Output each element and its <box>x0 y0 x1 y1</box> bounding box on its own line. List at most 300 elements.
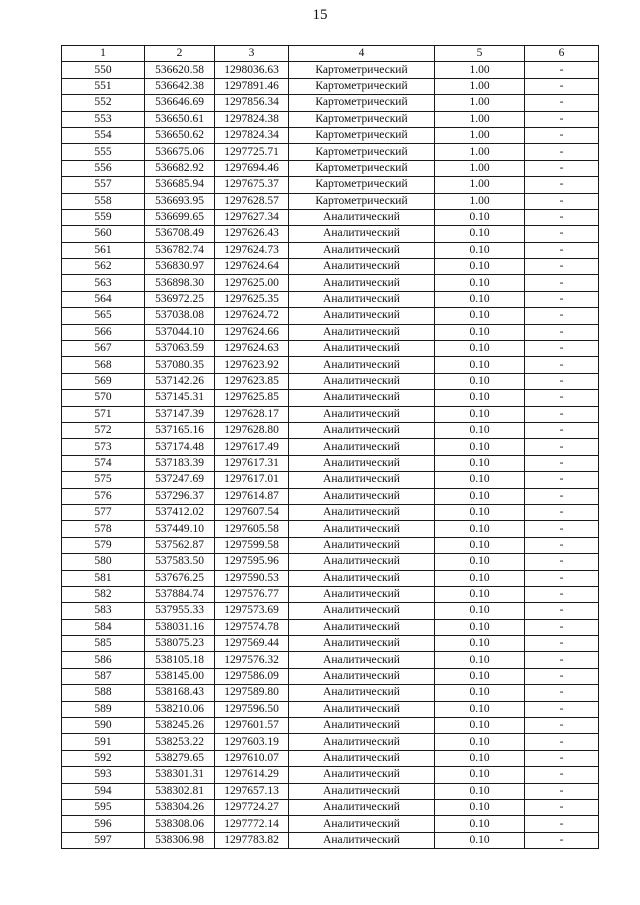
x-coordinate-cell: 537183.39 <box>145 455 215 471</box>
note-cell: - <box>525 390 599 406</box>
point-number-cell: 554 <box>62 127 145 143</box>
x-coordinate-cell: 537676.25 <box>145 570 215 586</box>
accuracy-cell: 0.10 <box>435 341 525 357</box>
x-coordinate-cell: 537063.59 <box>145 341 215 357</box>
note-cell: - <box>525 78 599 94</box>
note-cell: - <box>525 111 599 127</box>
table-row <box>62 472 599 488</box>
accuracy-cell: 0.10 <box>435 586 525 602</box>
point-number-cell: 583 <box>62 603 145 619</box>
point-number-cell: 577 <box>62 504 145 520</box>
table-row <box>62 111 599 127</box>
accuracy-cell: 1.00 <box>435 127 525 143</box>
point-number-cell: 582 <box>62 586 145 602</box>
note-cell: - <box>525 750 599 766</box>
y-coordinate-cell: 1297824.34 <box>215 127 289 143</box>
accuracy-cell: 0.10 <box>435 685 525 701</box>
point-number-cell: 573 <box>62 439 145 455</box>
point-number-cell: 593 <box>62 767 145 783</box>
accuracy-cell: 0.10 <box>435 242 525 258</box>
accuracy-cell: 0.10 <box>435 226 525 242</box>
note-cell: - <box>525 341 599 357</box>
method-cell: Аналитический <box>289 718 435 734</box>
method-cell: Картометрический <box>289 160 435 176</box>
method-cell: Картометрический <box>289 95 435 111</box>
point-number-cell: 579 <box>62 537 145 553</box>
accuracy-cell: 1.00 <box>435 177 525 193</box>
note-cell: - <box>525 685 599 701</box>
point-number-cell: 584 <box>62 619 145 635</box>
accuracy-cell: 0.10 <box>435 504 525 520</box>
method-cell: Аналитический <box>289 291 435 307</box>
point-number-cell: 592 <box>62 750 145 766</box>
accuracy-cell: 0.10 <box>435 636 525 652</box>
table-row <box>62 816 599 832</box>
note-cell: - <box>525 242 599 258</box>
table-row <box>62 586 599 602</box>
y-coordinate-cell: 1297628.80 <box>215 422 289 438</box>
y-coordinate-cell: 1297617.01 <box>215 472 289 488</box>
accuracy-cell: 0.10 <box>435 291 525 307</box>
y-coordinate-cell: 1297626.43 <box>215 226 289 242</box>
x-coordinate-cell: 538302.81 <box>145 783 215 799</box>
table-row <box>62 275 599 291</box>
note-cell: - <box>525 226 599 242</box>
accuracy-cell: 0.10 <box>435 603 525 619</box>
method-cell: Аналитический <box>289 783 435 799</box>
accuracy-cell: 1.00 <box>435 78 525 94</box>
x-coordinate-cell: 537955.33 <box>145 603 215 619</box>
y-coordinate-cell: 1297605.58 <box>215 521 289 537</box>
point-number-cell: 553 <box>62 111 145 127</box>
y-coordinate-cell: 1297625.00 <box>215 275 289 291</box>
method-cell: Аналитический <box>289 308 435 324</box>
y-coordinate-cell: 1297614.87 <box>215 488 289 504</box>
accuracy-cell: 1.00 <box>435 160 525 176</box>
page-number: 15 <box>312 7 328 23</box>
table-row <box>62 734 599 750</box>
accuracy-cell: 1.00 <box>435 193 525 209</box>
method-cell: Аналитический <box>289 439 435 455</box>
x-coordinate-cell: 538308.06 <box>145 816 215 832</box>
method-cell: Аналитический <box>289 242 435 258</box>
x-coordinate-cell: 538168.43 <box>145 685 215 701</box>
point-number-cell: 568 <box>62 357 145 373</box>
y-coordinate-cell: 1297574.78 <box>215 619 289 635</box>
accuracy-cell: 0.10 <box>435 799 525 815</box>
accuracy-cell: 0.10 <box>435 209 525 225</box>
table-row <box>62 95 599 111</box>
table-row <box>62 341 599 357</box>
point-number-cell: 571 <box>62 406 145 422</box>
accuracy-cell: 0.10 <box>435 324 525 340</box>
note-cell: - <box>525 619 599 635</box>
method-cell: Аналитический <box>289 390 435 406</box>
note-cell: - <box>525 652 599 668</box>
y-coordinate-cell: 1297601.57 <box>215 718 289 734</box>
table-row <box>62 668 599 684</box>
x-coordinate-cell: 537165.16 <box>145 422 215 438</box>
accuracy-cell: 0.10 <box>435 652 525 668</box>
accuracy-cell: 0.10 <box>435 422 525 438</box>
table-row <box>62 537 599 553</box>
x-coordinate-cell: 536642.38 <box>145 78 215 94</box>
y-coordinate-cell: 1297624.64 <box>215 259 289 275</box>
table-row <box>62 78 599 94</box>
y-coordinate-cell: 1297724.27 <box>215 799 289 815</box>
accuracy-cell: 0.10 <box>435 734 525 750</box>
method-cell: Аналитический <box>289 554 435 570</box>
note-cell: - <box>525 668 599 684</box>
method-cell: Аналитический <box>289 373 435 389</box>
column-header: 6 <box>525 46 599 62</box>
point-number-cell: 580 <box>62 554 145 570</box>
note-cell: - <box>525 291 599 307</box>
note-cell: - <box>525 308 599 324</box>
method-cell: Аналитический <box>289 734 435 750</box>
point-number-cell: 563 <box>62 275 145 291</box>
coordinates-table <box>61 45 599 849</box>
note-cell: - <box>525 144 599 160</box>
header-row <box>62 46 599 62</box>
point-number-cell: 587 <box>62 668 145 684</box>
note-cell: - <box>525 127 599 143</box>
accuracy-cell: 0.10 <box>435 750 525 766</box>
table-row <box>62 160 599 176</box>
y-coordinate-cell: 1297610.07 <box>215 750 289 766</box>
table-row <box>62 242 599 258</box>
table-row <box>62 144 599 160</box>
method-cell: Картометрический <box>289 62 435 78</box>
table-row <box>62 701 599 717</box>
x-coordinate-cell: 538245.26 <box>145 718 215 734</box>
note-cell: - <box>525 160 599 176</box>
y-coordinate-cell: 1297623.85 <box>215 373 289 389</box>
method-cell: Аналитический <box>289 226 435 242</box>
method-cell: Аналитический <box>289 324 435 340</box>
x-coordinate-cell: 536693.95 <box>145 193 215 209</box>
accuracy-cell: 0.10 <box>435 832 525 848</box>
table-row <box>62 652 599 668</box>
point-number-cell: 594 <box>62 783 145 799</box>
point-number-cell: 551 <box>62 78 145 94</box>
method-cell: Картометрический <box>289 111 435 127</box>
point-number-cell: 561 <box>62 242 145 258</box>
x-coordinate-cell: 538031.16 <box>145 619 215 635</box>
method-cell: Аналитический <box>289 488 435 504</box>
x-coordinate-cell: 536650.62 <box>145 127 215 143</box>
x-coordinate-cell: 536675.06 <box>145 144 215 160</box>
note-cell: - <box>525 537 599 553</box>
y-coordinate-cell: 1297824.38 <box>215 111 289 127</box>
table-row <box>62 554 599 570</box>
table-row <box>62 504 599 520</box>
note-cell: - <box>525 799 599 815</box>
column-header: 1 <box>62 46 145 62</box>
method-cell: Аналитический <box>289 504 435 520</box>
accuracy-cell: 0.10 <box>435 570 525 586</box>
x-coordinate-cell: 537147.39 <box>145 406 215 422</box>
y-coordinate-cell: 1297628.57 <box>215 193 289 209</box>
accuracy-cell: 0.10 <box>435 373 525 389</box>
y-coordinate-cell: 1297627.34 <box>215 209 289 225</box>
table-row <box>62 718 599 734</box>
table-row <box>62 209 599 225</box>
note-cell: - <box>525 586 599 602</box>
table-row <box>62 832 599 848</box>
note-cell: - <box>525 422 599 438</box>
point-number-cell: 574 <box>62 455 145 471</box>
point-number-cell: 588 <box>62 685 145 701</box>
y-coordinate-cell: 1297675.37 <box>215 177 289 193</box>
point-number-cell: 562 <box>62 259 145 275</box>
point-number-cell: 590 <box>62 718 145 734</box>
note-cell: - <box>525 357 599 373</box>
method-cell: Аналитический <box>289 275 435 291</box>
method-cell: Картометрический <box>289 144 435 160</box>
y-coordinate-cell: 1297590.53 <box>215 570 289 586</box>
table-row <box>62 259 599 275</box>
method-cell: Аналитический <box>289 799 435 815</box>
note-cell: - <box>525 570 599 586</box>
note-cell: - <box>525 455 599 471</box>
method-cell: Аналитический <box>289 455 435 471</box>
method-cell: Аналитический <box>289 341 435 357</box>
table-row <box>62 603 599 619</box>
x-coordinate-cell: 537142.26 <box>145 373 215 389</box>
method-cell: Аналитический <box>289 619 435 635</box>
x-coordinate-cell: 536830.97 <box>145 259 215 275</box>
x-coordinate-cell: 536972.25 <box>145 291 215 307</box>
accuracy-cell: 0.10 <box>435 439 525 455</box>
y-coordinate-cell: 1298036.63 <box>215 62 289 78</box>
accuracy-cell: 0.10 <box>435 668 525 684</box>
y-coordinate-cell: 1297573.69 <box>215 603 289 619</box>
accuracy-cell: 0.10 <box>435 816 525 832</box>
x-coordinate-cell: 536650.61 <box>145 111 215 127</box>
point-number-cell: 552 <box>62 95 145 111</box>
note-cell: - <box>525 816 599 832</box>
note-cell: - <box>525 718 599 734</box>
method-cell: Аналитический <box>289 521 435 537</box>
accuracy-cell: 0.10 <box>435 537 525 553</box>
table-row <box>62 767 599 783</box>
accuracy-cell: 1.00 <box>435 111 525 127</box>
note-cell: - <box>525 521 599 537</box>
method-cell: Аналитический <box>289 668 435 684</box>
method-cell: Аналитический <box>289 652 435 668</box>
y-coordinate-cell: 1297625.85 <box>215 390 289 406</box>
point-number-cell: 550 <box>62 62 145 78</box>
x-coordinate-cell: 536699.65 <box>145 209 215 225</box>
method-cell: Аналитический <box>289 832 435 848</box>
table-row <box>62 783 599 799</box>
x-coordinate-cell: 536646.69 <box>145 95 215 111</box>
y-coordinate-cell: 1297657.13 <box>215 783 289 799</box>
y-coordinate-cell: 1297624.73 <box>215 242 289 258</box>
table-row <box>62 521 599 537</box>
accuracy-cell: 0.10 <box>435 554 525 570</box>
x-coordinate-cell: 537412.02 <box>145 504 215 520</box>
x-coordinate-cell: 537038.08 <box>145 308 215 324</box>
table-row <box>62 685 599 701</box>
y-coordinate-cell: 1297772.14 <box>215 816 289 832</box>
x-coordinate-cell: 538306.98 <box>145 832 215 848</box>
accuracy-cell: 0.10 <box>435 406 525 422</box>
y-coordinate-cell: 1297595.96 <box>215 554 289 570</box>
method-cell: Аналитический <box>289 636 435 652</box>
note-cell: - <box>525 767 599 783</box>
accuracy-cell: 0.10 <box>435 472 525 488</box>
note-cell: - <box>525 734 599 750</box>
point-number-cell: 597 <box>62 832 145 848</box>
note-cell: - <box>525 603 599 619</box>
point-number-cell: 575 <box>62 472 145 488</box>
x-coordinate-cell: 536685.94 <box>145 177 215 193</box>
x-coordinate-cell: 536620.58 <box>145 62 215 78</box>
method-cell: Аналитический <box>289 816 435 832</box>
table-row <box>62 799 599 815</box>
y-coordinate-cell: 1297694.46 <box>215 160 289 176</box>
y-coordinate-cell: 1297891.46 <box>215 78 289 94</box>
note-cell: - <box>525 62 599 78</box>
method-cell: Аналитический <box>289 603 435 619</box>
x-coordinate-cell: 537583.50 <box>145 554 215 570</box>
y-coordinate-cell: 1297725.71 <box>215 144 289 160</box>
point-number-cell: 589 <box>62 701 145 717</box>
note-cell: - <box>525 324 599 340</box>
note-cell: - <box>525 488 599 504</box>
table-row <box>62 324 599 340</box>
table-row <box>62 422 599 438</box>
accuracy-cell: 0.10 <box>435 455 525 471</box>
accuracy-cell: 1.00 <box>435 95 525 111</box>
method-cell: Аналитический <box>289 406 435 422</box>
table-row <box>62 406 599 422</box>
point-number-cell: 586 <box>62 652 145 668</box>
table-row <box>62 439 599 455</box>
point-number-cell: 570 <box>62 390 145 406</box>
x-coordinate-cell: 537080.35 <box>145 357 215 373</box>
table-row <box>62 62 599 78</box>
x-coordinate-cell: 537145.31 <box>145 390 215 406</box>
y-coordinate-cell: 1297856.34 <box>215 95 289 111</box>
method-cell: Аналитический <box>289 586 435 602</box>
y-coordinate-cell: 1297576.77 <box>215 586 289 602</box>
table-row <box>62 636 599 652</box>
y-coordinate-cell: 1297589.80 <box>215 685 289 701</box>
note-cell: - <box>525 177 599 193</box>
note-cell: - <box>525 193 599 209</box>
accuracy-cell: 0.10 <box>435 357 525 373</box>
note-cell: - <box>525 373 599 389</box>
y-coordinate-cell: 1297607.54 <box>215 504 289 520</box>
point-number-cell: 557 <box>62 177 145 193</box>
x-coordinate-cell: 538145.00 <box>145 668 215 684</box>
point-number-cell: 595 <box>62 799 145 815</box>
x-coordinate-cell: 538105.18 <box>145 652 215 668</box>
note-cell: - <box>525 701 599 717</box>
note-cell: - <box>525 259 599 275</box>
y-coordinate-cell: 1297624.66 <box>215 324 289 340</box>
y-coordinate-cell: 1297603.19 <box>215 734 289 750</box>
y-coordinate-cell: 1297614.29 <box>215 767 289 783</box>
note-cell: - <box>525 636 599 652</box>
x-coordinate-cell: 536782.74 <box>145 242 215 258</box>
y-coordinate-cell: 1297586.09 <box>215 668 289 684</box>
x-coordinate-cell: 538075.23 <box>145 636 215 652</box>
table-row <box>62 357 599 373</box>
method-cell: Аналитический <box>289 472 435 488</box>
note-cell: - <box>525 504 599 520</box>
note-cell: - <box>525 783 599 799</box>
accuracy-cell: 0.10 <box>435 783 525 799</box>
y-coordinate-cell: 1297569.44 <box>215 636 289 652</box>
method-cell: Картометрический <box>289 177 435 193</box>
method-cell: Аналитический <box>289 537 435 553</box>
x-coordinate-cell: 537044.10 <box>145 324 215 340</box>
accuracy-cell: 0.10 <box>435 619 525 635</box>
x-coordinate-cell: 538279.65 <box>145 750 215 766</box>
column-header: 2 <box>145 46 215 62</box>
accuracy-cell: 0.10 <box>435 767 525 783</box>
method-cell: Аналитический <box>289 357 435 373</box>
y-coordinate-cell: 1297617.31 <box>215 455 289 471</box>
method-cell: Аналитический <box>289 750 435 766</box>
point-number-cell: 564 <box>62 291 145 307</box>
table-body <box>62 62 599 849</box>
note-cell: - <box>525 439 599 455</box>
note-cell: - <box>525 95 599 111</box>
table-row <box>62 308 599 324</box>
y-coordinate-cell: 1297623.92 <box>215 357 289 373</box>
x-coordinate-cell: 536708.49 <box>145 226 215 242</box>
y-coordinate-cell: 1297599.58 <box>215 537 289 553</box>
x-coordinate-cell: 536898.30 <box>145 275 215 291</box>
x-coordinate-cell: 538210.06 <box>145 701 215 717</box>
point-number-cell: 559 <box>62 209 145 225</box>
y-coordinate-cell: 1297625.35 <box>215 291 289 307</box>
x-coordinate-cell: 538304.26 <box>145 799 215 815</box>
table-row <box>62 226 599 242</box>
column-header: 3 <box>215 46 289 62</box>
point-number-cell: 560 <box>62 226 145 242</box>
accuracy-cell: 0.10 <box>435 390 525 406</box>
point-number-cell: 572 <box>62 422 145 438</box>
point-number-cell: 556 <box>62 160 145 176</box>
method-cell: Аналитический <box>289 685 435 701</box>
point-number-cell: 566 <box>62 324 145 340</box>
table-row <box>62 291 599 307</box>
column-header: 5 <box>435 46 525 62</box>
accuracy-cell: 0.10 <box>435 701 525 717</box>
method-cell: Картометрический <box>289 127 435 143</box>
x-coordinate-cell: 537174.48 <box>145 439 215 455</box>
note-cell: - <box>525 472 599 488</box>
accuracy-cell: 0.10 <box>435 275 525 291</box>
table-row <box>62 193 599 209</box>
table-row <box>62 619 599 635</box>
method-cell: Аналитический <box>289 209 435 225</box>
note-cell: - <box>525 209 599 225</box>
note-cell: - <box>525 275 599 291</box>
accuracy-cell: 0.10 <box>435 718 525 734</box>
y-coordinate-cell: 1297576.32 <box>215 652 289 668</box>
note-cell: - <box>525 832 599 848</box>
y-coordinate-cell: 1297617.49 <box>215 439 289 455</box>
x-coordinate-cell: 536682.92 <box>145 160 215 176</box>
accuracy-cell: 1.00 <box>435 62 525 78</box>
